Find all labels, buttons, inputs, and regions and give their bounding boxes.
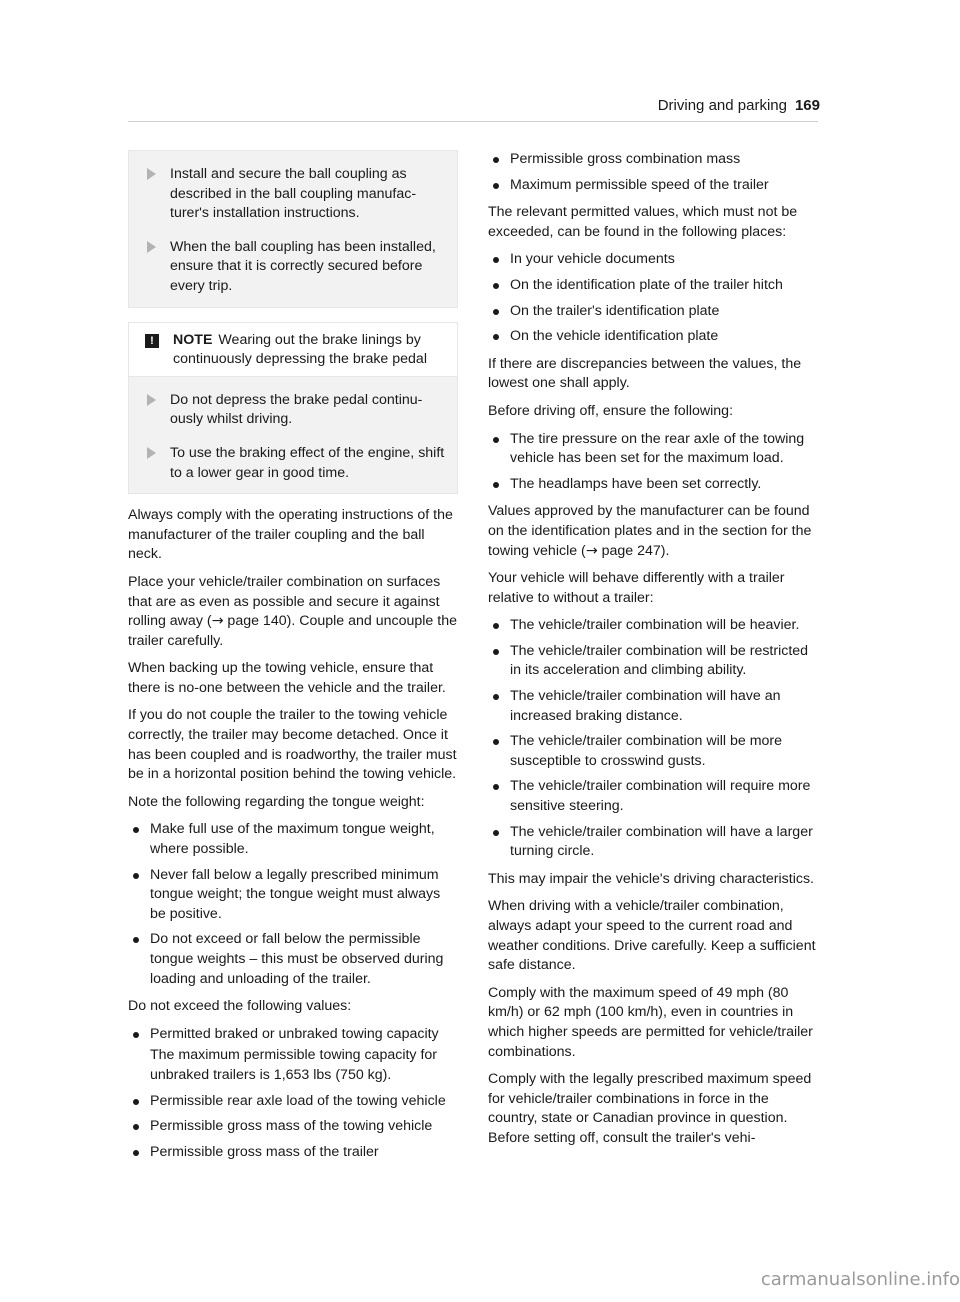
step-arrow-icon — [147, 168, 156, 180]
step-arrow-icon — [147, 241, 156, 253]
instruction-step — [139, 391, 445, 430]
paragraph: If you do not couple the trailer to the towing vehicle correctly, the trailer may become detached. Once it has been coupled and is roadworthy, the trailer must be in a horizontal position behind the towing vehicle. — [128, 707, 457, 783]
step-text: To use the braking effect of the engine, shift to a lower gear in good time. — [170, 444, 445, 481]
bullet-list — [488, 616, 818, 862]
bullet-list — [128, 1025, 458, 1163]
note-text: Wearing out the brake linings by continuously depressing the brake pedal — [173, 331, 427, 368]
paragraph: Always comply with the operating instructions of the manufacturer of the trailer coupling and the ball neck. — [128, 507, 453, 563]
paragraph: This may impair the vehicle's driving characteristics. — [488, 870, 814, 887]
page-number: 169 — [794, 97, 820, 114]
instruction-step — [139, 238, 445, 297]
paragraph: When backing up the towing vehicle, ensure that there is no-one between the vehicle and the trailer. — [128, 660, 446, 696]
step-text: When the ball coupling has been installed, ensure that it is correctly secured before every trip. — [170, 238, 436, 294]
paragraph: Values approved by the manufacturer can be found on the identification plates and in the section for the towing vehicle (→ page 247). — [488, 503, 812, 559]
list-item: The headlamps have been set correctly. — [488, 475, 818, 495]
note-header — [139, 331, 445, 370]
paragraph: Note the following regarding the tongue weight: — [128, 793, 425, 810]
paragraph: Do not exceed the following values: — [128, 998, 352, 1015]
header-divider — [128, 121, 818, 122]
paragraph: Your vehicle will behave differently with a trailer relative to without a trailer: — [488, 570, 785, 606]
list-item: Permitted braked or unbraked towing capacity The maximum permissible towing capacity for unbraked trailers is 1,653 lbs (750 kg). — [128, 1025, 458, 1086]
bullet-list — [488, 150, 818, 195]
note-title: NOTE — [173, 331, 213, 348]
left-column — [128, 150, 458, 1170]
list-item: The vehicle/trailer combination will have an increased braking distance. — [488, 687, 818, 726]
page-ref-arrow-icon: → — [211, 613, 224, 630]
list-item: The vehicle/trailer combination will require more sensitive steering. — [488, 777, 818, 816]
list-item: In your vehicle documents — [488, 250, 818, 270]
page-ref-arrow-icon: → — [585, 542, 598, 559]
paragraph: Comply with the maximum speed of 49 mph (80 km/h) or 62 mph (100 km/h), even in countries in which higher speeds are permitted for vehicle/trailer combinations. — [488, 984, 813, 1060]
paragraph: When driving with a vehicle/trailer combination, always adapt your speed to the current road and weather conditions. Drive carefully. Keep a sufficient safe distance. — [488, 898, 816, 974]
paragraph: Comply with the legally prescribed maximum speed for vehicle/trailer combinations in force in the country, state or Canadian province in question. Before setting off, consult the trailer's vehi- — [488, 1071, 812, 1146]
page-header — [658, 96, 820, 116]
list-item: On the trailer's identification plate — [488, 302, 818, 322]
list-item: On the identification plate of the trailer hitch — [488, 276, 818, 296]
list-item: Make full use of the maximum tongue weight, where possible. — [128, 820, 458, 859]
list-item: The vehicle/trailer combination will be heavier. — [488, 616, 818, 636]
step-arrow-icon — [147, 447, 156, 459]
step-text: Do not depress the brake pedal continuously whilst driving. — [170, 391, 423, 428]
list-item: Permissible gross mass of the trailer — [128, 1143, 458, 1163]
paragraph: The relevant permitted values, which must not be exceeded, can be found in the following places: — [488, 204, 798, 240]
paragraph: Place your vehicle/trailer combination on surfaces that are as even as possible and secure it against rolling away (→ page 140). Couple and uncouple the trailer carefully. — [128, 573, 457, 649]
list-item: Do not exceed or fall below the permissible tongue weights – this must be observed during loading and unloading of the trailer. — [128, 930, 458, 989]
section-title: Driving and parking — [657, 97, 787, 114]
list-item: The tire pressure on the rear axle of the towing vehicle has been set for the maximum load. — [488, 430, 818, 469]
paragraph: Before driving off, ensure the following: — [488, 402, 734, 419]
paragraph: If there are discrepancies between the values, the lowest one shall apply. — [488, 355, 802, 392]
list-item: The vehicle/trailer combination will be more susceptible to crosswind gusts. — [488, 732, 818, 771]
bullet-list — [488, 250, 818, 346]
bullet-list — [128, 820, 458, 989]
watermark: carmanualsonline.info — [760, 1269, 960, 1290]
page-link[interactable]: page 140). Couple and uncouple the trailer carefully. — [128, 613, 457, 649]
list-item: Maximum permissible speed of the trailer — [488, 176, 818, 196]
right-column — [488, 150, 818, 1157]
note-box — [128, 322, 458, 377]
list-item: Never fall below a legally prescribed minimum tongue weight; the tongue weight must always be positive. — [128, 866, 458, 925]
instruction-step — [139, 444, 445, 483]
list-item: On the vehicle identification plate — [488, 327, 818, 347]
list-item: The vehicle/trailer combination will be restricted in its acceleration and climbing ability. — [488, 642, 818, 681]
list-item: The vehicle/trailer combination will have a larger turning circle. — [488, 823, 818, 862]
instruction-box — [128, 150, 458, 308]
note-instruction-box — [128, 377, 458, 494]
instruction-step — [139, 165, 445, 224]
list-item: Permissible rear axle load of the towing vehicle — [128, 1092, 458, 1112]
list-item: Permissible gross combination mass — [488, 150, 818, 170]
page-link[interactable]: page 247). — [597, 542, 670, 559]
step-text: Install and secure the ball coupling as described in the ball coupling manufacturer's installation instructions. — [170, 166, 417, 222]
warning-icon: ! — [145, 334, 159, 348]
list-item: Permissible gross mass of the towing vehicle — [128, 1117, 458, 1137]
step-arrow-icon — [147, 394, 156, 406]
bullet-list — [488, 430, 818, 495]
list-item-detail: The maximum permissible towing capacity for unbraked trailers is 1,653 lbs (750 kg). — [150, 1047, 437, 1083]
